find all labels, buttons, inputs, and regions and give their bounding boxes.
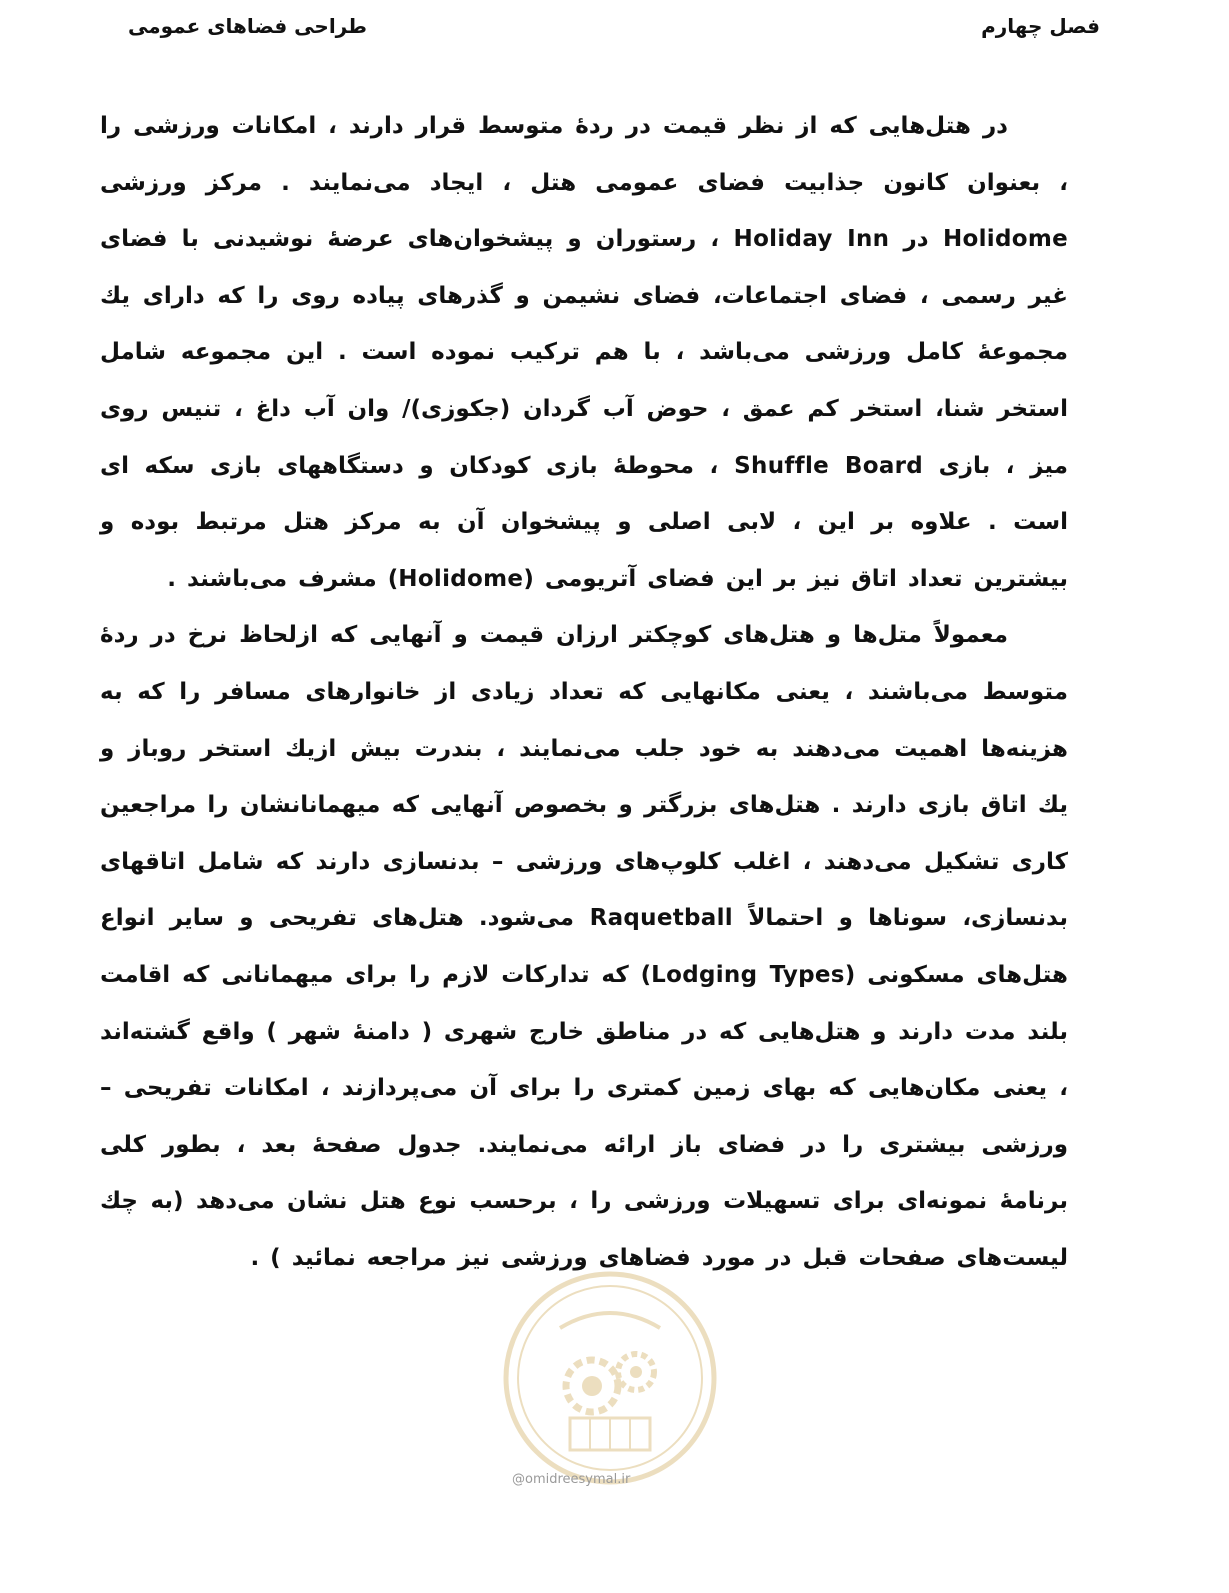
body-text — [100, 98, 1068, 1286]
chapter-label: فصل چهارم — [981, 14, 1100, 38]
paragraph-2: معمولاً متل‌ها و هتل‌های کوچکتر ارزان قیمت و آنهایی که ازلحاظ نرخ در ردهٔ متوسط می‌باشند ، یعنی مکانهایی که تعداد زیادی از خانوارهای مسافر را که به هزینه‌ها اهمیت می‌دهند به خود جلب می‌نمایند ، بندرت بیش ازیك استخر روباز و یك اتاق بازی دارند . هتل‌های بزرگتر و بخصوص آنهایی که میهمانانشان را مراجعین کاری تشکیل می‌دهند ، اغلب کلوپ‌های ورزشی – بدنسازی دارند که شامل اتاقهای بدنسازی، سوناها و احتمالاً Raquetball می‌شود. هتل‌های تفریحی و سایر انواع هتل‌های مسکونی (Lodging Types) که تدارکات لازم را برای میهمانانی که اقامت بلند مدت دارند و هتل‌هایی که در مناطق خارج شهری ( دامنهٔ شهر ) واقع گشته‌اند ، یعنی مکان‌هایی که بهای زمین کمتری را برای آن می‌پردازند ، امکانات تفریحی – ورزشی بیشتری را در فضای باز ارائه می‌نمایند. جدول صفحهٔ بعد ، بطور کلی برنامهٔ نمونه‌ای برای تسهیلات ورزشی را ، برحسب نوع هتل نشان می‌دهد (به چك لیست‌های صفحات قبل در مورد فضاهای ورزشی نیز مراجعه نمائید ) . — [100, 622, 1068, 1271]
section-title: طراحی فضاهای عمومی — [128, 14, 367, 38]
watermark-url: @omidreesymal.ir — [512, 1472, 631, 1487]
publisher-seal-watermark — [500, 1268, 720, 1488]
paragraph-1: در هتل‌هایی که از نظر قیمت در ردهٔ متوسط قرار دارند ، امکانات ورزشی را ، بعنوان کانون جذابیت فضای عمومی هتل ، ایجاد می‌نمایند . مرکز ورزشی Holidome در Holiday Inn ، رستوران و پیشخوان‌های عرضهٔ نوشیدنی با فضای غیر رسمی ، فضای اجتماعات، فضای نشیمن و گذرهای پیاده روی را که دارای یك مجموعهٔ کامل ورزشی می‌باشد ، با هم ترکیب نموده است . این مجموعه شامل استخر شنا، استخر کم عمق ، حوض آب گردان (جکوزی)/ وان آب داغ ، تنیس روی میز ، بازی Shuffle Board ، محوطهٔ بازی کودکان و دستگاههای بازی سکه ای است . علاوه بر این ، لابی اصلی و پیشخوان آن به مرکز هتل مرتبط بوده و بیشترین تعداد اتاق نیز بر این فضای آتریومی (Holidome) مشرف می‌باشند . — [100, 113, 1069, 592]
running-head — [110, 14, 1100, 46]
